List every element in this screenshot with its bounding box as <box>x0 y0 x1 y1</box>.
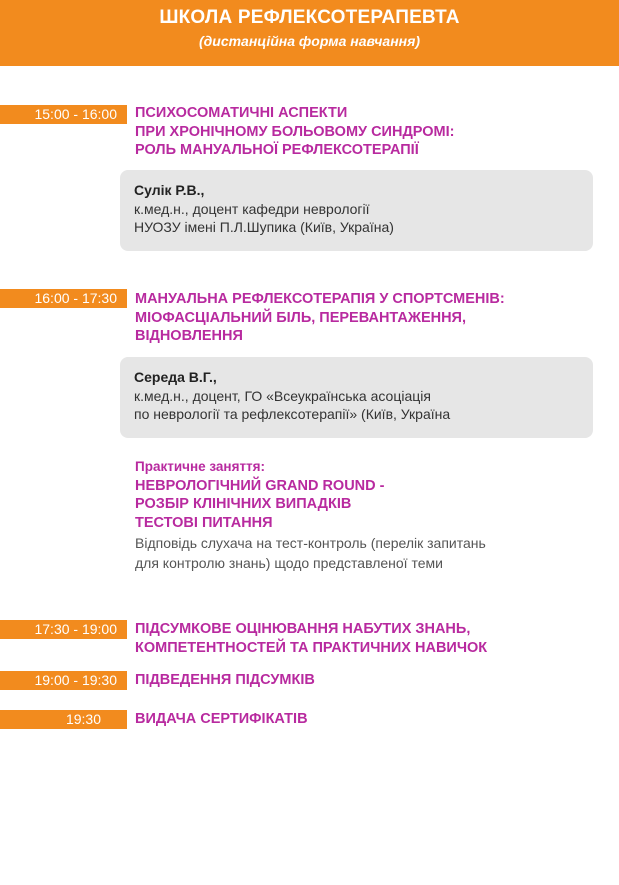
time-badge-session-5: 19:30 <box>0 710 127 729</box>
session-title-line: РОЛЬ МАНУАЛЬНОЇ РЕФЛЕКСОТЕРАПІЇ <box>135 142 419 158</box>
practical-title-line: НЕВРОЛОГІЧНИЙ GRAND ROUND - <box>135 477 385 494</box>
session-title-1 <box>135 104 575 160</box>
speaker-name: Сулік Р.В., <box>134 182 205 198</box>
practical-session <box>135 458 575 532</box>
page-title: ШКОЛА РЕФЛЕКСОТЕРАПЕВТА <box>159 7 460 28</box>
practical-description <box>135 533 575 573</box>
time-badge-session-1: 15:00 - 16:00 <box>0 105 127 124</box>
session-title-line: МАНУАЛЬНА РЕФЛЕКСОТЕРАПІЯ У СПОРТСМЕНІВ: <box>135 291 505 307</box>
practical-description-line: Відповідь слухача на тест-контроль (перелік запитань <box>135 535 486 551</box>
speaker-name: Середа В.Г., <box>134 369 217 385</box>
session-title-line: ПСИХОСОМАТИЧНІ АСПЕКТИ <box>135 105 348 121</box>
practical-title-line: ТЕСТОВІ ПИТАННЯ <box>135 514 273 531</box>
time-badge-session-3: 17:30 - 19:00 <box>0 620 127 639</box>
speaker-affiliation-line: к.мед.н., доцент, ГО «Всеукраїнська асоціація <box>134 387 431 404</box>
time-badge-session-4: 19:00 - 19:30 <box>0 671 127 690</box>
practical-title-line: РОЗБІР КЛІНІЧНИХ ВИПАДКІВ <box>135 496 352 512</box>
speaker-affiliation-line: НУОЗУ імені П.Л.Шупика (Київ, Україна) <box>134 219 394 235</box>
session-title-line: ПІДВЕДЕННЯ ПІДСУМКІВ <box>135 672 315 688</box>
time-badge-session-2: 16:00 - 17:30 <box>0 289 127 308</box>
page-subtitle: (дистанційна форма навчання) <box>198 33 421 49</box>
page-header <box>0 0 619 66</box>
session-title-line: ПРИ ХРОНІЧНОМУ БОЛЬОВОМУ СИНДРОМІ: <box>135 123 455 140</box>
session-title-4 <box>135 671 575 690</box>
session-title-line: ВІДНОВЛЕННЯ <box>135 328 243 344</box>
session-title-line: ВИДАЧА СЕРТИФІКАТІВ <box>135 711 308 727</box>
session-title-line: ПІДСУМКОВЕ ОЦІНЮВАННЯ НАБУТИХ ЗНАНЬ, <box>135 621 471 637</box>
speaker-card-2 <box>120 357 593 438</box>
speaker-affiliation-line: к.мед.н., доцент кафедри неврології <box>134 200 370 217</box>
session-title-5 <box>135 710 575 729</box>
speaker-card-1 <box>120 170 593 251</box>
session-title-line: МІОФАСЦІАЛЬНИЙ БІЛЬ, ПЕРЕВАНТАЖЕННЯ, <box>135 309 467 326</box>
practical-description-line: для контролю знань) щодо представленої теми <box>135 555 443 571</box>
session-title-3 <box>135 620 575 657</box>
practical-label: Практичне заняття: <box>135 459 266 474</box>
session-title-2 <box>135 290 575 346</box>
session-title-line: КОМПЕТЕНТНОСТЕЙ ТА ПРАКТИЧНИХ НАВИЧОК <box>135 639 488 656</box>
speaker-affiliation-line: по неврології та рефлексотерапії» (Київ, Україна <box>134 406 451 422</box>
